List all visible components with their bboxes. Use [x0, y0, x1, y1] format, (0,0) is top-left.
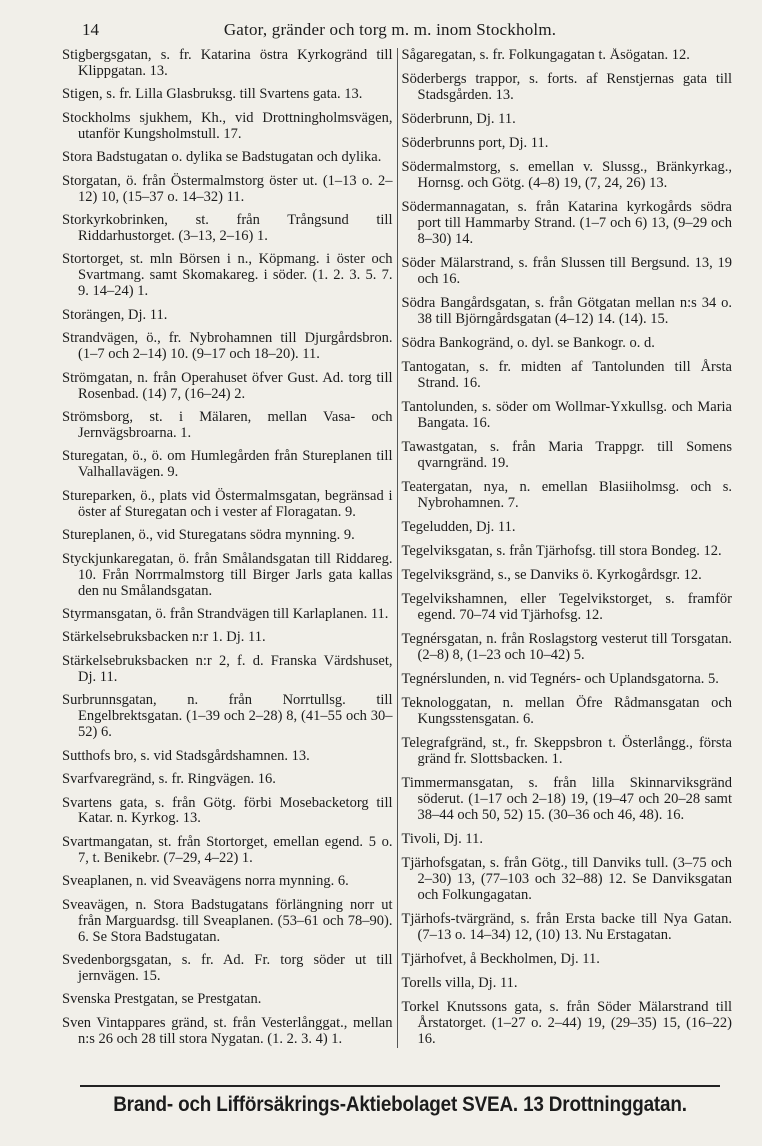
street-entry: Söderbrunn, Dj. 11. [401, 111, 516, 128]
street-entry: Södra Bankogränd, o. dyl. se Bankogr. o. d. [401, 335, 655, 351]
street-entry: Tegnérslunden, n. vid Tegnérs- och Uplandsgatorna. 5. [401, 671, 719, 688]
street-entry: Storkyrkobrinken, st. från Trångsund till Riddarhustorget. (3–13, 2–16) 1. [62, 212, 393, 245]
street-entry: Stureplanen, ö., vid Sturegatans södra mynning. 9. [62, 527, 355, 544]
street-entry: Tantogatan, s. fr. midten af Tantolunden till Årsta Strand. 16. [401, 359, 732, 391]
street-entry: Strömsborg, st. i Mälaren, mellan Vasa- och Jernvägsbroarna. 1. [62, 409, 393, 441]
street-entry: Sturegatan, ö., ö. om Humlegården från Stureplanen till Valhallavägen. 9. [62, 448, 393, 481]
street-entry: Styckjunkaregatan, ö. från Smålandsgatan till Riddareg. 10. Från Norrmalmstorg till Birger Jarls gata kallas den nu Smålandsgatan. [62, 550, 393, 599]
street-entry: Stortorget, st. mln Börsen i n., Köpmang. i öster och Svartmang. samt Skomakareg. i söder. (1. 2. 3. 5. 7. 9. 14–24) 1. [62, 251, 393, 300]
street-entry: Torells villa, Dj. 11. [401, 975, 518, 992]
street-entry: Svartmangatan, st. från Stortorget, emellan egend. 5 o. 7, t. Benikebr. (7–29, 4–22) 1. [62, 833, 393, 866]
street-entry: Tegelviksgatan, s. från Tjärhofsg. till stora Bondeg. 12. [401, 543, 722, 560]
street-entry: Strömgatan, n. från Operahuset öfver Gust. Ad. torg till Rosenbad. (14) 7, (16–24) 2. [62, 369, 393, 402]
street-entry: Tegelviksgränd, s., se Danviks ö. Kyrkogårdsgr. 12. [401, 567, 702, 584]
page-number: 14 [82, 20, 99, 39]
street-entry: Telegrafgränd, st., fr. Skeppsbron t. Österlångg., första gränd fr. Slottsbacken. 1. [401, 735, 732, 768]
street-entry: Svenska Prestgatan, se Prestgatan. [62, 991, 262, 1008]
left-column [62, 48, 398, 1048]
street-entry: Södermalmstorg, s. emellan v. Slussg., Bränkyrkag., Hornsg. och Götg. (4–8) 19, (7, 24, 26) 13. [401, 159, 732, 192]
street-entry: Sågaregatan, s. fr. Folkungagatan t. Åsögatan. 12. [401, 48, 690, 63]
street-entry: Söder Mälarstrand, s. från Slussen till Bergsund. 13, 19 och 16. [401, 255, 732, 287]
running-title: Gator, gränder och torg m. m. inom Stockholm. [223, 20, 557, 39]
street-entry: Stigbergsgatan, s. fr. Katarina östra Kyrkogränd till Klippgatan. 13. [62, 48, 393, 79]
columns [62, 48, 732, 1048]
street-entry: Sutthofs bro, s. vid Stadsgårdshamnen. 13. [62, 747, 310, 764]
street-entry: Stärkelsebruksbacken n:r 2, f. d. Franska Värdshuset, Dj. 11. [62, 652, 393, 685]
advertisement-banner [80, 1085, 720, 1127]
street-entry: Tantolunden, s. söder om Wollmar-Yxkullsg. och Maria Bangata. 16. [401, 399, 732, 431]
street-entry: Teatergatan, nya, n. emellan Blasiiholmsg. och s. Nybrohamnen. 7. [401, 479, 732, 511]
street-entry: Söderbrunns port, Dj. 11. [401, 135, 549, 152]
street-entry: Stora Badstugatan o. dylika se Badstugatan och dylika. [62, 149, 382, 166]
right-column [398, 48, 733, 1048]
banner-text: Brand- och Lifförsäkrings-Aktiebolaget SVEA. 13 Drottninggatan. [113, 1093, 687, 1116]
street-entry: Tjärhofsgatan, s. från Götg., till Danviks tull. (3–75 och 2–30) 13, (77–103 och 32–88) 12. Se Danviksgatan och Folkungagatan. [401, 855, 732, 903]
street-entry: Storängen, Dj. 11. [62, 306, 168, 323]
street-entry: Surbrunnsgatan, n. från Norrtullsg. till Engelbrektsgatan. (1–39 och 2–28) 8, (41–55 och 30–52) 6. [62, 692, 393, 741]
street-entry: Tivoli, Dj. 11. [401, 831, 484, 848]
street-entry: Tegeludden, Dj. 11. [401, 518, 516, 535]
street-entry: Styrmansgatan, ö. från Strandvägen till Karlaplanen. 11. [62, 605, 389, 622]
street-entry: Strandvägen, ö., fr. Nybrohamnen till Djurgårdsbron. (1–7 och 2–14) 10. (9–17 och 18–20). 11. [62, 330, 393, 363]
street-entry: Timmermansgatan, s. från lilla Skinnarviksgränd söderut. (1–17 och 2–18) 19, (19–47 och 20–28 samt 38–44 och 50, 52) 15. (30–36 och 46, 48). 16. [401, 775, 732, 823]
street-entry: Tegnérsgatan, n. från Roslagstorg vesterut till Torsgatan. (2–8) 8, (1–23 och 10–42) 5. [401, 631, 732, 664]
street-entry: Storgatan, ö. från Östermalmstorg öster ut. (1–13 o. 2–12) 10, (15–37 o. 14–32) 11. [62, 172, 393, 205]
street-entry: Sveavägen, n. Stora Badstugatans förlängning norr ut från Marguardsg. till Sveaplanen. (53–61 och 78–90). 6. Se Stora Badstugatan. [62, 896, 393, 945]
street-entry: Svarfvaregränd, s. fr. Ringvägen. 16. [62, 771, 276, 788]
street-entry: Svedenborgsgatan, s. fr. Ad. Fr. torg söder ut till jernvägen. 15. [62, 952, 393, 985]
street-entry: Sven Vintappares gränd, st. från Vesterlånggat., mellan n:s 26 och 28 till stora Nygatan. (1. 2. 3. 4) 1. [62, 1014, 393, 1047]
street-entry: Torkel Knutssons gata, s. från Söder Mälarstrand till Årstatorget. (1–27 o. 2–44) 19, (29–35) 15, (16–22) 16. [401, 999, 732, 1047]
street-entry: Stärkelsebruksbacken n:r 1. Dj. 11. [62, 629, 266, 646]
street-entry: Svartens gata, s. från Götg. förbi Mosebacketorg till Katar. n. Kyrkog. 13. [62, 794, 393, 827]
street-entry: Tegelvikshamnen, eller Tegelvikstorget, s. framför egend. 70–74 vid Tjärhofsg. 12. [401, 591, 732, 624]
street-entry: Sveaplanen, n. vid Sveavägens norra mynning. 6. [62, 873, 349, 890]
page-header [60, 20, 720, 46]
street-entry: Södermannagatan, s. från Katarina kyrkogårds södra port till Hammarby Strand. (1–7 och 6) 13, (9–29 och 8–30) 14. [401, 199, 732, 247]
street-entry: Södra Bangårdsgatan, s. från Götgatan mellan n:s 34 o. 38 till Björngårdsgatan (4–12) 14. (14). 15. [401, 295, 732, 327]
street-entry: Tjärhofvet, å Beckholmen, Dj. 11. [401, 950, 600, 967]
street-entry: Teknologgatan, n. mellan Öfre Rådmansgatan och Kungsstensgatan. 6. [401, 695, 732, 728]
street-entry: Söderbergs trappor, s. forts. af Renstjernas gata till Stadsgården. 13. [401, 71, 732, 103]
street-entry: Stureparken, ö., plats vid Östermalmsgatan, begränsad i öster af Sturegatan och i vester af Floragatan. 9. [62, 487, 393, 520]
street-entry: Tawastgatan, s. från Maria Trappgr. till Somens qvarngränd. 19. [401, 439, 732, 471]
street-entry: Stockholms sjukhem, Kh., vid Drottningholmsvägen, utanför Kungsholmstull. 17. [62, 109, 393, 142]
street-entry: Tjärhofs-tvärgränd, s. från Ersta backe till Nya Gatan. (7–13 o. 14–34) 12, (10) 13. Nu Erstagatan. [401, 911, 732, 943]
street-entry: Stigen, s. fr. Lilla Glasbruksg. till Svartens gata. 13. [62, 86, 363, 103]
